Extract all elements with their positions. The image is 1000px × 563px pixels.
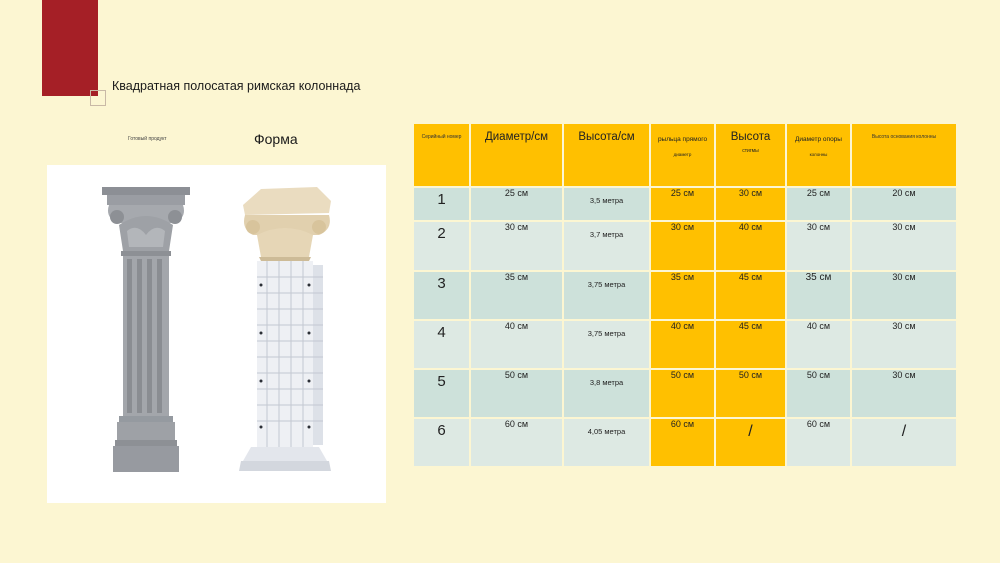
cell-height: 3,75 метра xyxy=(564,321,649,368)
cell-base-diameter: 30 см xyxy=(787,222,850,270)
cell-base-diameter: 35 см xyxy=(787,272,850,319)
cell-base-diameter: 60 см xyxy=(787,419,850,466)
columns-photo xyxy=(47,165,386,503)
header-capital-diameter-main: рыльца прямого xyxy=(657,136,708,143)
table-row xyxy=(414,321,956,368)
cell-diameter: 25 см xyxy=(471,188,562,220)
cell-serial: 1 xyxy=(414,188,469,220)
header-diameter: Диаметр/см xyxy=(471,124,562,186)
cell-base-height: 20 см xyxy=(852,188,956,220)
cell-serial: 5 xyxy=(414,370,469,417)
header-capital-diameter xyxy=(651,124,714,186)
cell-capital-height: 40 см xyxy=(716,222,785,270)
cell-capital-height: 30 см xyxy=(716,188,785,220)
slide-title: Квадратная полосатая римская колоннада xyxy=(112,79,361,93)
cell-capital-height: 45 см xyxy=(716,321,785,368)
cell-height: 3,5 метра xyxy=(564,188,649,220)
header-serial: Серийный номер xyxy=(414,124,469,186)
table-row xyxy=(414,188,956,220)
header-base-diameter xyxy=(787,124,850,186)
cell-base-height: 30 см xyxy=(852,222,956,270)
header-capital-height-main: Высота xyxy=(730,131,771,143)
cell-base-height: 30 см xyxy=(852,321,956,368)
cell-capital-diameter: 35 см xyxy=(651,272,714,319)
dimensions-table xyxy=(412,122,958,468)
column-mold-image xyxy=(239,187,331,471)
cell-serial: 2 xyxy=(414,222,469,270)
cell-base-diameter: 50 см xyxy=(787,370,850,417)
cell-height: 3,7 метра xyxy=(564,222,649,270)
cell-height: 3,75 метра xyxy=(564,272,649,319)
cell-capital-diameter: 40 см xyxy=(651,321,714,368)
table-row xyxy=(414,272,956,319)
header-capital-diameter-sub: диаметр xyxy=(673,152,692,157)
cell-capital-diameter: 30 см xyxy=(651,222,714,270)
header-capital-height-sub: стигмы xyxy=(742,148,759,154)
cell-capital-height: 45 см xyxy=(716,272,785,319)
cell-capital-diameter: 50 см xyxy=(651,370,714,417)
cell-serial: 4 xyxy=(414,321,469,368)
cell-capital-diameter: 60 см xyxy=(651,419,714,466)
cell-diameter: 50 см xyxy=(471,370,562,417)
cell-diameter: 40 см xyxy=(471,321,562,368)
cell-height: 4,05 метра xyxy=(564,419,649,466)
cell-base-height: 30 см xyxy=(852,272,956,319)
cell-diameter: 60 см xyxy=(471,419,562,466)
form-caption: Форма xyxy=(254,131,298,147)
cell-capital-height: / xyxy=(716,419,785,466)
header-base-diameter-sub: колонны xyxy=(809,152,828,157)
cell-serial: 6 xyxy=(414,419,469,466)
table-row xyxy=(414,222,956,270)
cell-diameter: 35 см xyxy=(471,272,562,319)
table-row xyxy=(414,419,956,466)
cell-serial: 3 xyxy=(414,272,469,319)
finished-column-image xyxy=(102,187,190,472)
cell-capital-diameter: 25 см xyxy=(651,188,714,220)
finished-product-caption: Готовый продукт xyxy=(128,136,167,142)
cell-base-diameter: 40 см xyxy=(787,321,850,368)
cell-diameter: 30 см xyxy=(471,222,562,270)
header-base-diameter-main: Диаметр опоры xyxy=(795,136,842,143)
header-capital-height xyxy=(716,124,785,186)
accent-red-block xyxy=(42,0,98,96)
table-header-row xyxy=(414,124,956,186)
decorative-square xyxy=(90,90,106,106)
table-row xyxy=(414,370,956,417)
header-base-height: Высота основания колонны xyxy=(852,124,956,186)
cell-height: 3,8 метра xyxy=(564,370,649,417)
cell-base-height: 30 см xyxy=(852,370,956,417)
cell-capital-height: 50 см xyxy=(716,370,785,417)
cell-base-height: / xyxy=(852,419,956,466)
header-height: Высота/см xyxy=(564,124,649,186)
cell-base-diameter: 25 см xyxy=(787,188,850,220)
